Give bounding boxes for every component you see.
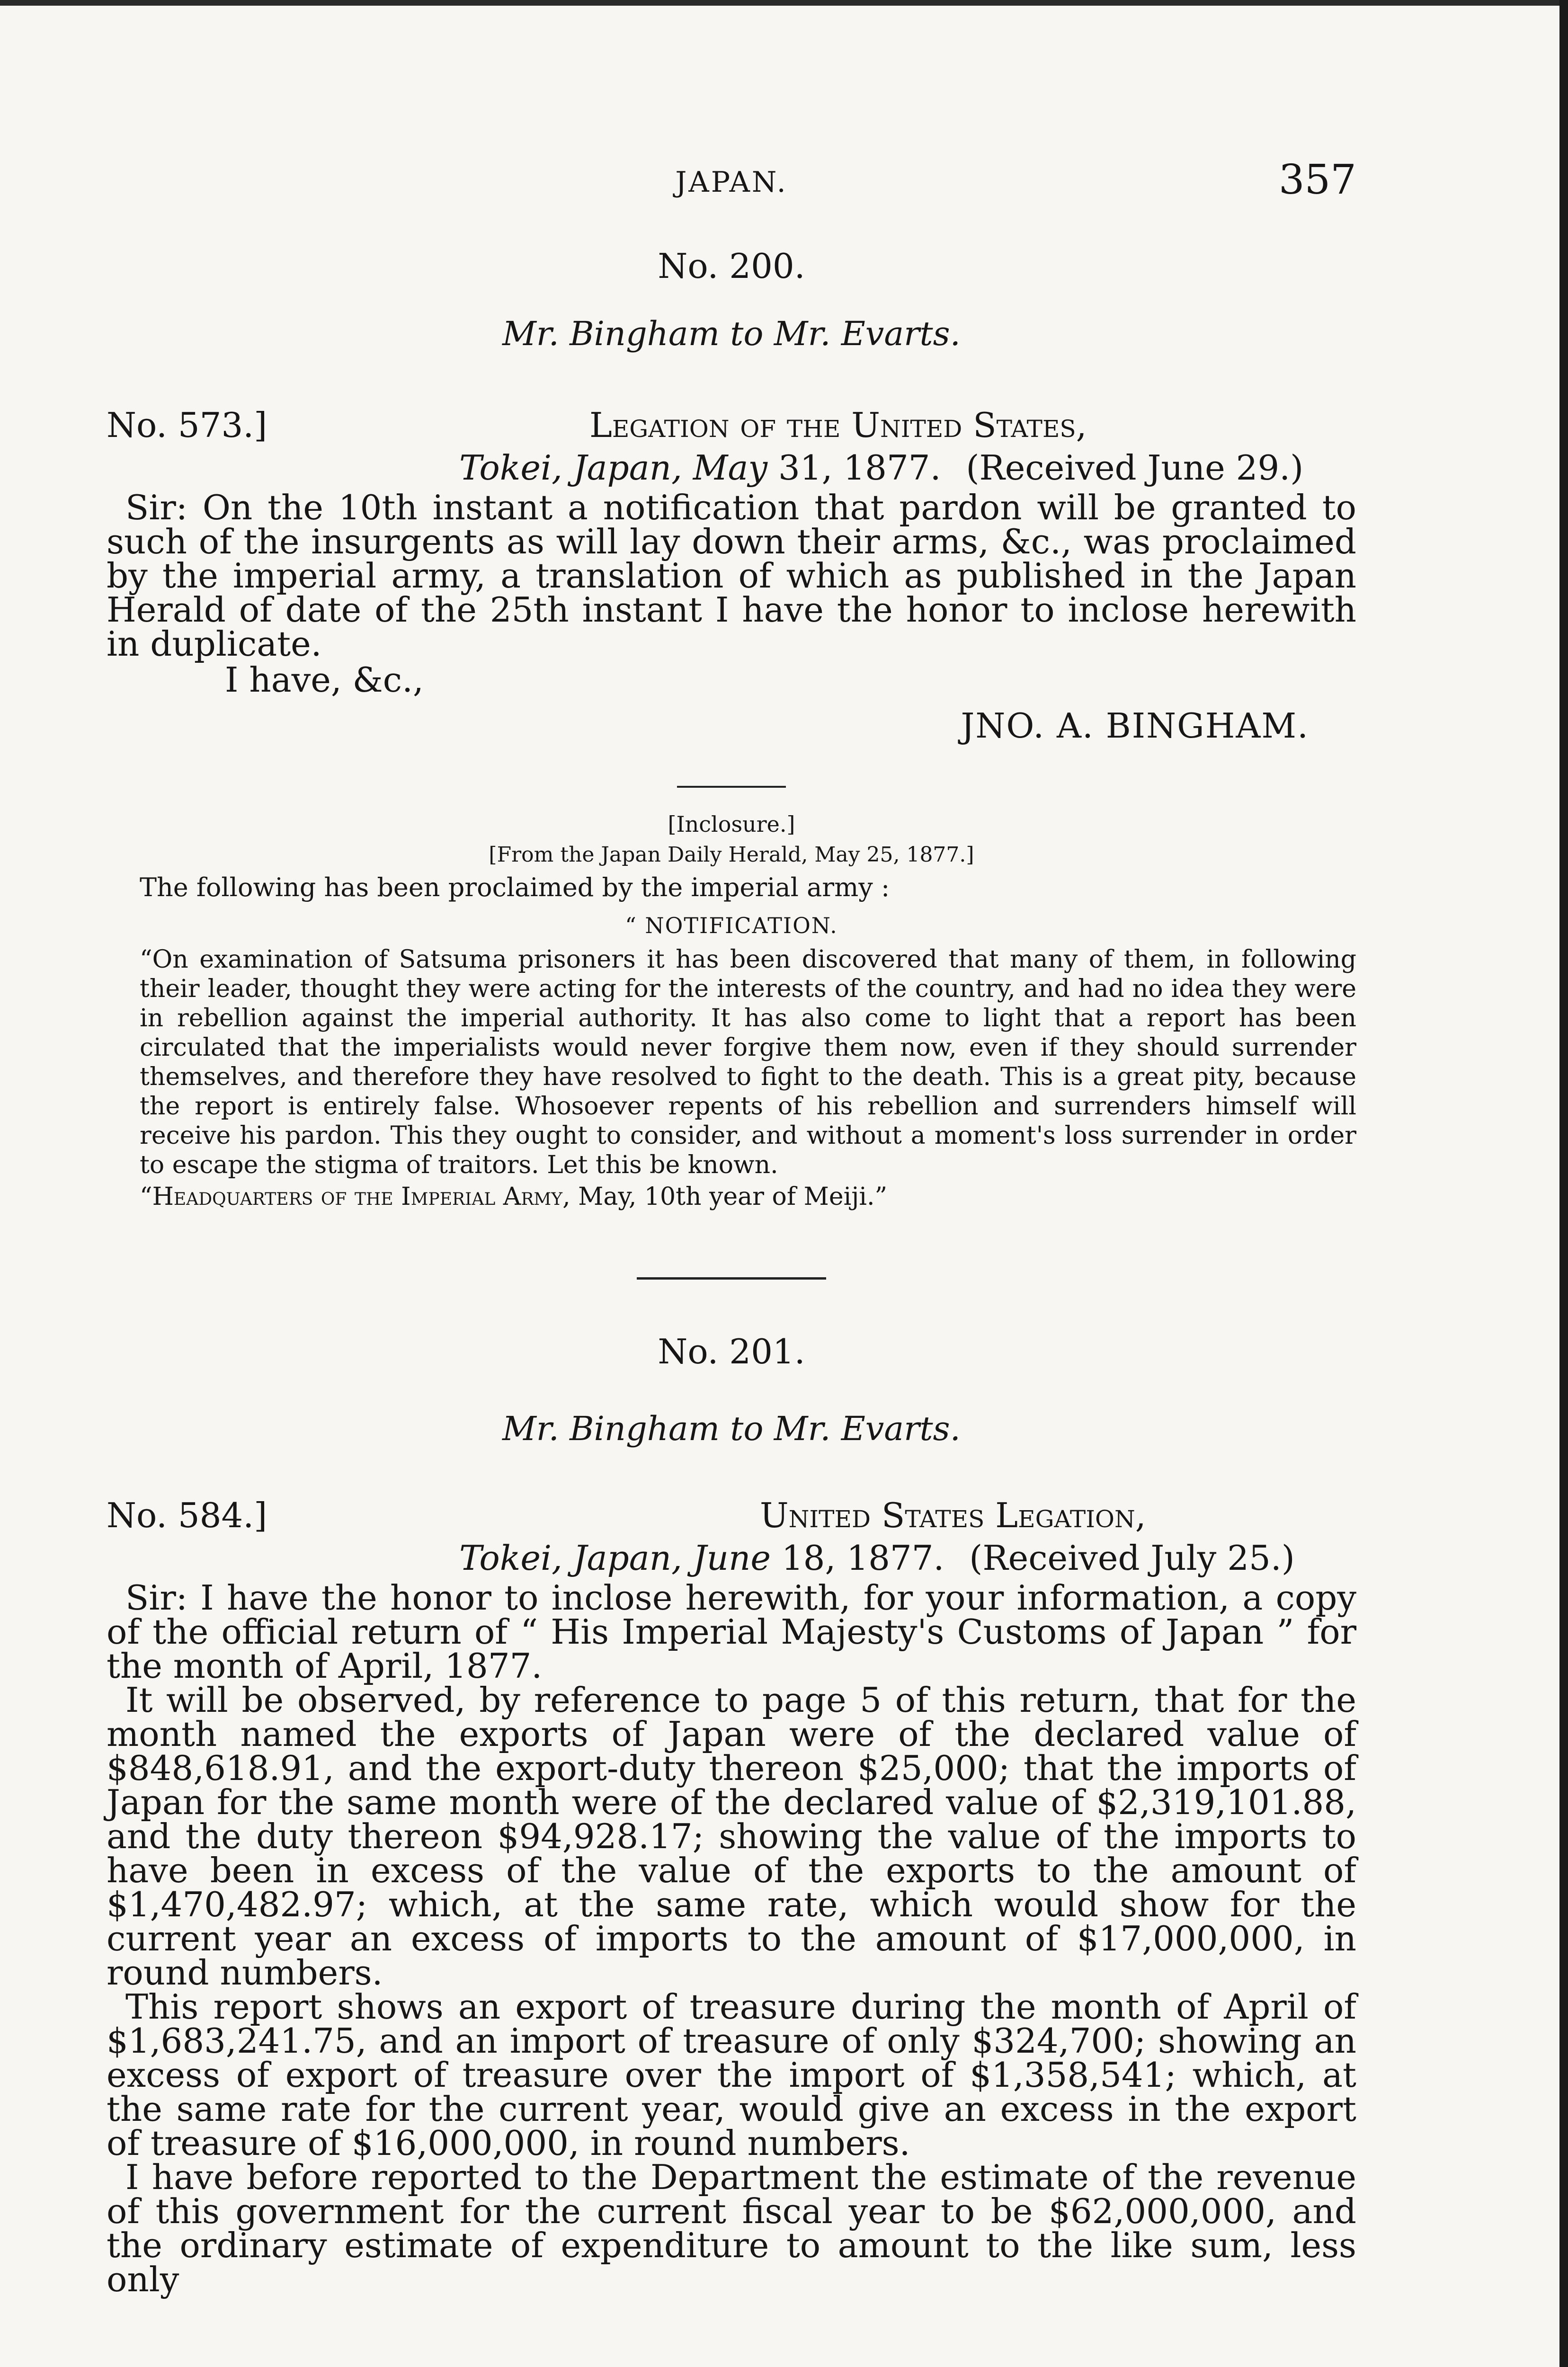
letter2-number: No. 201. bbox=[658, 1332, 805, 1371]
scan-top-edge bbox=[0, 0, 1568, 6]
running-title: JAPAN. bbox=[675, 166, 788, 199]
inclosure-source: [From the Japan Daily Herald, May 25, 1877.] bbox=[489, 843, 974, 867]
inclosure-label: [Inclosure.] bbox=[668, 811, 795, 837]
letter2-paragraph-1: Sir: I have the honor to inclose herewith, for your information, a copy of the official return of “ His Imperial Majesty's Customs of Japan ” for the month of April, 1877. bbox=[107, 1578, 1356, 1686]
letter1-address-block bbox=[107, 405, 1356, 490]
notification-text: “On examination of Satsuma prisoners it has been discovered that many of them, in following their leader, thought they were acting for the interests of the country, and had no idea they were in rebellion against the imperial authority. It has also come to light that a report has been circulated that the imperialists would never forgive them now, even if they should surrender themselves, and therefore they have resolved to fight to the death. This is a great pity, because the report is entirely false. Whosoever repents of his rebellion and surrenders himself will receive his pardon. This they ought to consider, and without a moment's loss surrender in order to escape the stigma of traitors. Let this be known. bbox=[140, 945, 1356, 1179]
letter1-number: No. 200. bbox=[658, 246, 805, 286]
notification-heading: “ NOTIFICATION. bbox=[625, 913, 838, 938]
letter2-org: United States Legation, bbox=[760, 1495, 1146, 1535]
letter1-date: 31, 1877. bbox=[778, 448, 941, 488]
hq-label: “Headquarters of the Imperial Army, bbox=[140, 1183, 570, 1211]
letter1-signature: JNO. A. BINGHAM. bbox=[961, 706, 1309, 746]
letter1-received: (Received June 29.) bbox=[966, 448, 1304, 488]
notification-signoff bbox=[107, 1183, 1356, 1211]
page-number: 357 bbox=[1278, 156, 1356, 204]
letter2-title: Mr. Bingham to Mr. Evarts. bbox=[502, 1409, 961, 1448]
letter2-address-block bbox=[107, 1495, 1356, 1581]
letter1-org: Legation of the United States, bbox=[589, 405, 1087, 445]
inclosure-intro: The following has been proclaimed by the imperial army : bbox=[140, 872, 890, 902]
letter2-place: Tokei, Japan, June bbox=[459, 1538, 771, 1578]
letter2-date: 18, 1877. bbox=[781, 1538, 944, 1578]
letter1-ref: No. 573.] bbox=[107, 405, 267, 445]
letter1-body: Sir: On the 10th instant a notification that pardon will be granted to such of the insurgents as will lay down their arms, &c., was proclaimed by the imperial army, a translation of which as published in the Japan Herald of date of the 25th instant I have the honor to inclose herewith in duplicate. bbox=[107, 488, 1356, 664]
letter2-ref: No. 584.] bbox=[107, 1495, 267, 1535]
letter2-received: (Received July 25.) bbox=[969, 1538, 1295, 1578]
section-divider-long bbox=[637, 1277, 826, 1280]
letter1-place: Tokei, Japan, May bbox=[459, 448, 768, 488]
document-page bbox=[107, 156, 1356, 2299]
letter1-closing: I have, &c., bbox=[225, 660, 424, 700]
letter2-dateline bbox=[459, 1538, 1295, 1578]
letter2-paragraph-3: This report shows an export of treasure during the month of April of $1,683,241.75, and an import of treasure of only $324,700; showing an excess of export of treasure over the import of $1,358,541; which, at the same rate for the current year, would give an excess in the export of treasure of $16,000,000, in round numbers. bbox=[107, 1987, 1356, 2163]
letter2-paragraph-4: I have before reported to the Department the estimate of the revenue of this government for the current fiscal year to be $62,000,000, and the ordinary estimate of expenditure to amount to the like sum, less only bbox=[107, 2157, 1356, 2299]
hq-date: May, 10th year of Meiji.” bbox=[578, 1183, 888, 1211]
scan-right-edge bbox=[1559, 0, 1568, 2367]
letter1-title: Mr. Bingham to Mr. Evarts. bbox=[502, 314, 961, 353]
page-header bbox=[107, 156, 1356, 213]
letter2-paragraph-2: It will be observed, by reference to page 5 of this return, that for the month named the exports of Japan were of the declared value of $848,618.91, and the export-duty thereon $25,000; that the imports of Japan for the same month were of the declared value of $2,319,101.88, and the duty thereon $94,928.17; showing the value of the imports to have been in excess of the value of the exports to the amount of $1,470,482.97; which, at the same rate, which would show for the current year an excess of imports to the amount of $17,000,000, in round numbers. bbox=[107, 1680, 1356, 1993]
section-divider-short bbox=[677, 786, 786, 788]
letter1-dateline bbox=[459, 448, 1303, 488]
